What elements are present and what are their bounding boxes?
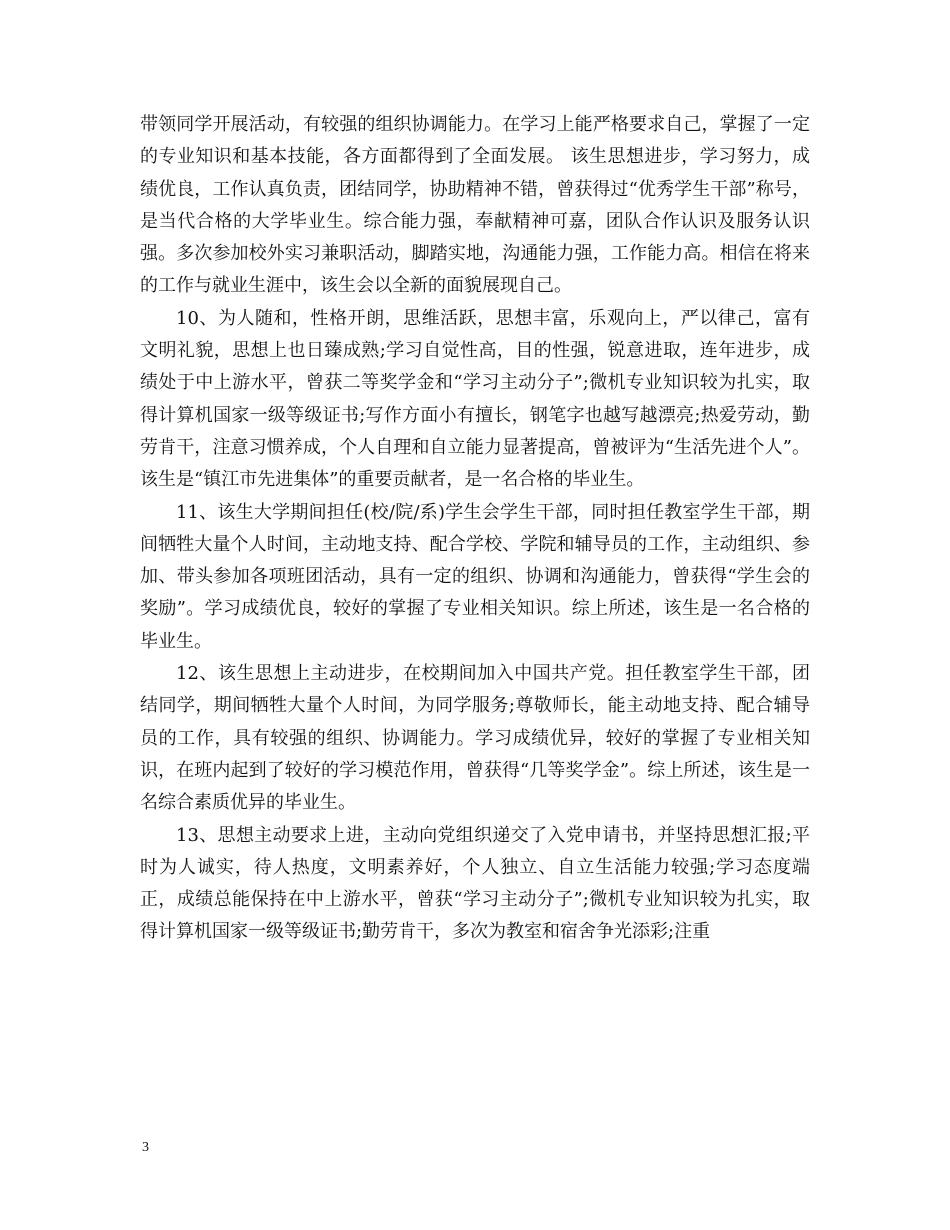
paragraph-item-10: 10、为人随和，性格开朗，思维活跃，思想丰富，乐观向上，严以律己，富有文明礼貌，思想上也日臻成熟;学习自觉性高，目的性强，锐意进取，连年进步，成绩处于中上游水平，曾获二等奖学金和“学习主动分子”;微机专业知识较为扎实，取得计算机国家一级等级证书;写作方面小有擅长，钢笔字也越写越漂亮;热爱劳动，勤劳肯干，注意习惯养成，个人自理和自立能力显著提高，曾被评为“生活先进个人”。该生是“镇江市先进集体”的重要贡献者，是一名合格的毕业生。 bbox=[140, 307, 810, 491]
page-number: 3 bbox=[142, 1140, 149, 1155]
paragraph-item-13: 13、思想主动要求上进，主动向党组织递交了入党申请书，并坚持思想汇报;平时为人诚实，待人热度，文明素养好，个人独立、自立生活能力较强;学习态度端正，成绩总能保持在中上游水平，曾获“学习主动分子”;微机专业知识较为扎实，取得计算机国家一级等级证书;勤劳肯干，多次为教室和宿舍争光添彩;注重 bbox=[140, 824, 810, 943]
paragraph-item-12: 12、该生思想上主动进步，在校期间加入中国共产党。担任教室学生干部，团结同学，期间牺牲大量个人时间，为同学服务;尊敬师长，能主动地支持、配合辅导员的工作，具有较强的组织、协调能力。学习成绩优异，较好的掌握了专业相关知识，在班内起到了较好的学习模范作用，曾获得“几等奖学金”。综上所述，该生是一名综合素质优异的毕业生。 bbox=[140, 663, 810, 814]
paragraph-item-11: 11、该生大学期间担任(校/院/系)学生会学生干部，同时担任教室学生干部，期间牺牲大量个人时间，主动地支持、配合学校、学院和辅导员的工作，主动组织、参加、带头参加各项班团活动，具有一定的组织、协调和沟通能力，曾获得“学生会的奖励”。学习成绩优良，较好的掌握了专业相关知识。综上所述，该生是一名合格的毕业生。 bbox=[140, 501, 810, 652]
document-body bbox=[140, 109, 810, 949]
paragraph-continuation: 带领同学开展活动，有较强的组织协调能力。在学习上能严格要求自己，掌握了一定的专业知识和基本技能，各方面都得到了全面发展。 该生思想进步，学习努力，成绩优良，工作认真负责，团结同学，协助精神不错，曾获得过“优秀学生干部”称号，是当代合格的大学毕业生。综合能力强，奉献精神可嘉，团队合作认识及服务认识强。多次参加校外实习兼职活动，脚踏实地，沟通能力强，工作能力高。相信在将来的工作与就业生涯中，该生会以全新的面貌展现自己。 bbox=[140, 114, 810, 297]
